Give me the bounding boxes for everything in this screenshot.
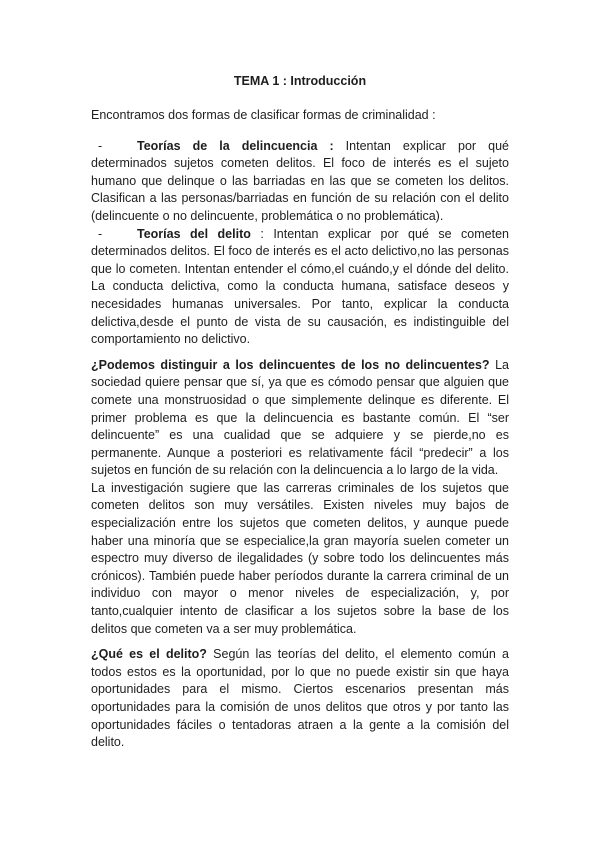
text-line: delincuencia a lo largo de la vida. bbox=[313, 463, 499, 478]
text-line: Intentan explicar por qué determinados bbox=[91, 138, 509, 171]
text-line: las barriadas en las que se cometen los delitos. Clasifican a las bbox=[91, 173, 509, 206]
text-line: : Intentan explicar por qué se cometen determinados bbox=[91, 226, 510, 259]
text-line: Según las teorías del delito, el elemento común a todos estos bbox=[91, 647, 509, 679]
bullet-item bbox=[91, 138, 509, 226]
text-line: personas/barriadas en función de su relación con el delito (delincuente o no bbox=[91, 191, 509, 223]
text-line: es la oportunidad, por lo que no puede existir sin que haya oportunidades para bbox=[91, 664, 509, 697]
text-line: el mismo. Ciertos escenarios presentan más oportunidades para la comisión de bbox=[91, 682, 509, 714]
paragraph-investigacion bbox=[91, 480, 509, 638]
paragraph-que-es-el-delito bbox=[91, 646, 509, 752]
text-line: monstruosidad o que simplemente delinque es diferente. El primer problema bbox=[91, 392, 509, 425]
text-line: delitos. El foco de interés es el acto delictivo,no las personas que lo cometen. bbox=[91, 244, 509, 276]
text-line: que se adquiere y se pierde,no es permanente. Aunque a posteriori es bbox=[91, 428, 509, 460]
text-line: es que la delincuencia es bastante común. El “ser delincuente” es una cualidad bbox=[91, 410, 509, 443]
bullet-item bbox=[91, 226, 509, 349]
text-line: La sociedad bbox=[91, 357, 509, 390]
text-line: a la gente a la comisión del delito. bbox=[91, 717, 509, 750]
bold-heading: Teorías del delito bbox=[137, 226, 251, 241]
text-line: delitos son muy versátiles. Existen niveles muy bajos de especialización entre los bbox=[91, 498, 509, 531]
document-title: TEMA 1 : Introducción bbox=[233, 74, 367, 88]
intro-paragraph: Encontramos dos formas de clasificar formas de criminalidad : bbox=[91, 108, 436, 122]
text-line: sujetos que cometen delitos, y aunque puede haber una minoría que se bbox=[91, 516, 509, 548]
text-line: sujetos cometen delitos. El foco de interés es el sujeto humano que delinque o bbox=[91, 156, 509, 188]
text-line: especialice,la gran mayoría suelen cometer un espectro muy diverso de bbox=[91, 533, 509, 566]
bold-heading: ¿Podemos distinguir a los delincuentes de los no delincuentes? bbox=[91, 357, 490, 372]
text-line: delincuente, problemática o no problemática). bbox=[190, 208, 444, 223]
text-line: delictiva, como la conducta humana, satisface deseos y necesidades humanas bbox=[91, 279, 509, 311]
text-line: Intentan entender el cómo,el cuándo,y el dónde del delito. La conducta bbox=[91, 261, 509, 294]
paragraph-distinguir bbox=[91, 357, 509, 480]
bold-heading: ¿Qué es el delito? bbox=[91, 647, 207, 662]
document-body bbox=[91, 107, 509, 752]
text-line: La investigación sugiere que las carreras criminales de los sujetos que cometen bbox=[91, 480, 509, 513]
bullet-marker: - bbox=[98, 138, 103, 153]
text-line: de especialización, y, por tanto,cualquier intento de clasificar a los sujetos sobre bbox=[91, 586, 509, 619]
text-line: su causación, es indistinguible del comportamiento no delictivo. bbox=[91, 314, 510, 347]
text-line: unos delitos que otros y por tanto las oportunidades fáciles o tentadoras atraen bbox=[91, 700, 509, 732]
text-line: relativamente fácil “predecir” a los sujetos en función de su relación con la bbox=[91, 445, 509, 478]
bold-heading: Teorías de la delincuencia : bbox=[137, 138, 334, 153]
text-line: quiere pensar que sí, ya que es cómodo pensar que alguien que comete una bbox=[91, 375, 509, 407]
text-line: períodos durante la carrera criminal de un individuo con mayor o menor niveles bbox=[91, 568, 509, 601]
bullet-marker: - bbox=[98, 226, 103, 241]
bullet-list bbox=[91, 138, 509, 349]
text-line: la base de los delitos que cometen va a ser muy problemática. bbox=[91, 604, 510, 636]
text-line: ilegalidades (y sobre todo los delincuentes más crónicos). También puede haber bbox=[91, 551, 509, 583]
text-line: universales. Por tanto, explicar la conducta delictiva,desde el punto de vista de bbox=[91, 296, 509, 329]
